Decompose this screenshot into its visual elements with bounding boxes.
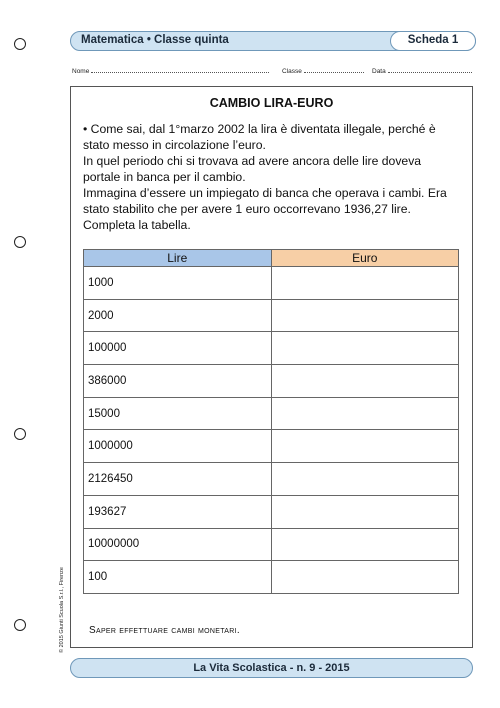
instruction-paragraph: In quel periodo chi si trovava ad avere ancora delle lire doveva portale in banca per il cambio. bbox=[83, 154, 422, 184]
lire-cell: 10000000 bbox=[84, 528, 272, 561]
table-row bbox=[84, 561, 459, 594]
lire-cell: 100000 bbox=[84, 332, 272, 365]
euro-answer-cell[interactable] bbox=[271, 430, 459, 463]
date-field[interactable] bbox=[372, 67, 472, 75]
table-row bbox=[84, 528, 459, 561]
exercise-title: CAMBIO LIRA-EURO bbox=[209, 96, 334, 110]
exercise-frame bbox=[70, 86, 473, 648]
euro-answer-cell[interactable] bbox=[271, 528, 459, 561]
binder-hole-3 bbox=[14, 428, 26, 440]
sheet-badge bbox=[390, 31, 476, 51]
lire-cell: 386000 bbox=[84, 365, 272, 398]
table-row bbox=[84, 365, 459, 398]
euro-answer-cell[interactable] bbox=[271, 365, 459, 398]
binder-hole-2 bbox=[14, 236, 26, 248]
euro-column-header: Euro bbox=[271, 250, 459, 267]
lire-cell: 100 bbox=[84, 561, 272, 594]
table-row bbox=[84, 267, 459, 300]
learning-objective: Saper effettuare cambi monetari. bbox=[89, 625, 240, 636]
table-row bbox=[84, 397, 459, 430]
euro-answer-cell[interactable] bbox=[271, 299, 459, 332]
lire-cell: 193627 bbox=[84, 495, 272, 528]
exercise-instructions bbox=[83, 121, 461, 233]
name-label: Nome bbox=[72, 68, 90, 75]
euro-answer-cell[interactable] bbox=[271, 463, 459, 496]
date-line bbox=[388, 67, 472, 73]
euro-answer-cell[interactable] bbox=[271, 267, 459, 300]
sheet-label: Scheda 1 bbox=[407, 34, 459, 46]
lire-cell: 2000 bbox=[84, 299, 272, 332]
name-line bbox=[91, 67, 269, 73]
date-label: Data bbox=[372, 68, 386, 75]
lire-cell: 1000000 bbox=[84, 430, 272, 463]
footer-bar bbox=[70, 658, 473, 678]
euro-answer-cell[interactable] bbox=[271, 561, 459, 594]
table-row bbox=[84, 332, 459, 365]
instruction-paragraph: • Come sai, dal 1°marzo 2002 la lira è diventata illegale, perché è stato messo in circolazione l’euro. bbox=[83, 122, 436, 152]
class-line bbox=[304, 67, 364, 73]
euro-answer-cell[interactable] bbox=[271, 397, 459, 430]
binder-hole-4 bbox=[14, 619, 26, 631]
class-label: Classe bbox=[282, 68, 302, 75]
lire-cell: 1000 bbox=[84, 267, 272, 300]
euro-answer-cell[interactable] bbox=[271, 495, 459, 528]
lire-cell: 2126450 bbox=[84, 463, 272, 496]
instruction-paragraph: Immagina d’essere un impiegato di banca che operava i cambi. Era stato stabilito che per avere 1 euro occorrevano 1936,27 lire. Completa la tabella. bbox=[83, 186, 447, 232]
euro-answer-cell[interactable] bbox=[271, 332, 459, 365]
table-row bbox=[84, 430, 459, 463]
table-row bbox=[84, 463, 459, 496]
header-bar bbox=[70, 31, 476, 51]
lire-cell: 15000 bbox=[84, 397, 272, 430]
binder-hole-1 bbox=[14, 38, 26, 50]
copyright-notice: © 2015 Giunti Scuola S.r.l., Firenze bbox=[59, 567, 65, 653]
footer-publication: La Vita Scolastica - n. 9 - 2015 bbox=[193, 662, 350, 674]
class-field[interactable] bbox=[282, 67, 364, 75]
lire-column-header: Lire bbox=[84, 250, 272, 267]
name-field[interactable] bbox=[72, 67, 269, 75]
table-header-row bbox=[84, 250, 459, 267]
subject-title: Matematica • Classe quinta bbox=[81, 34, 229, 46]
table-row bbox=[84, 299, 459, 332]
exchange-table bbox=[83, 249, 459, 594]
table-row bbox=[84, 495, 459, 528]
